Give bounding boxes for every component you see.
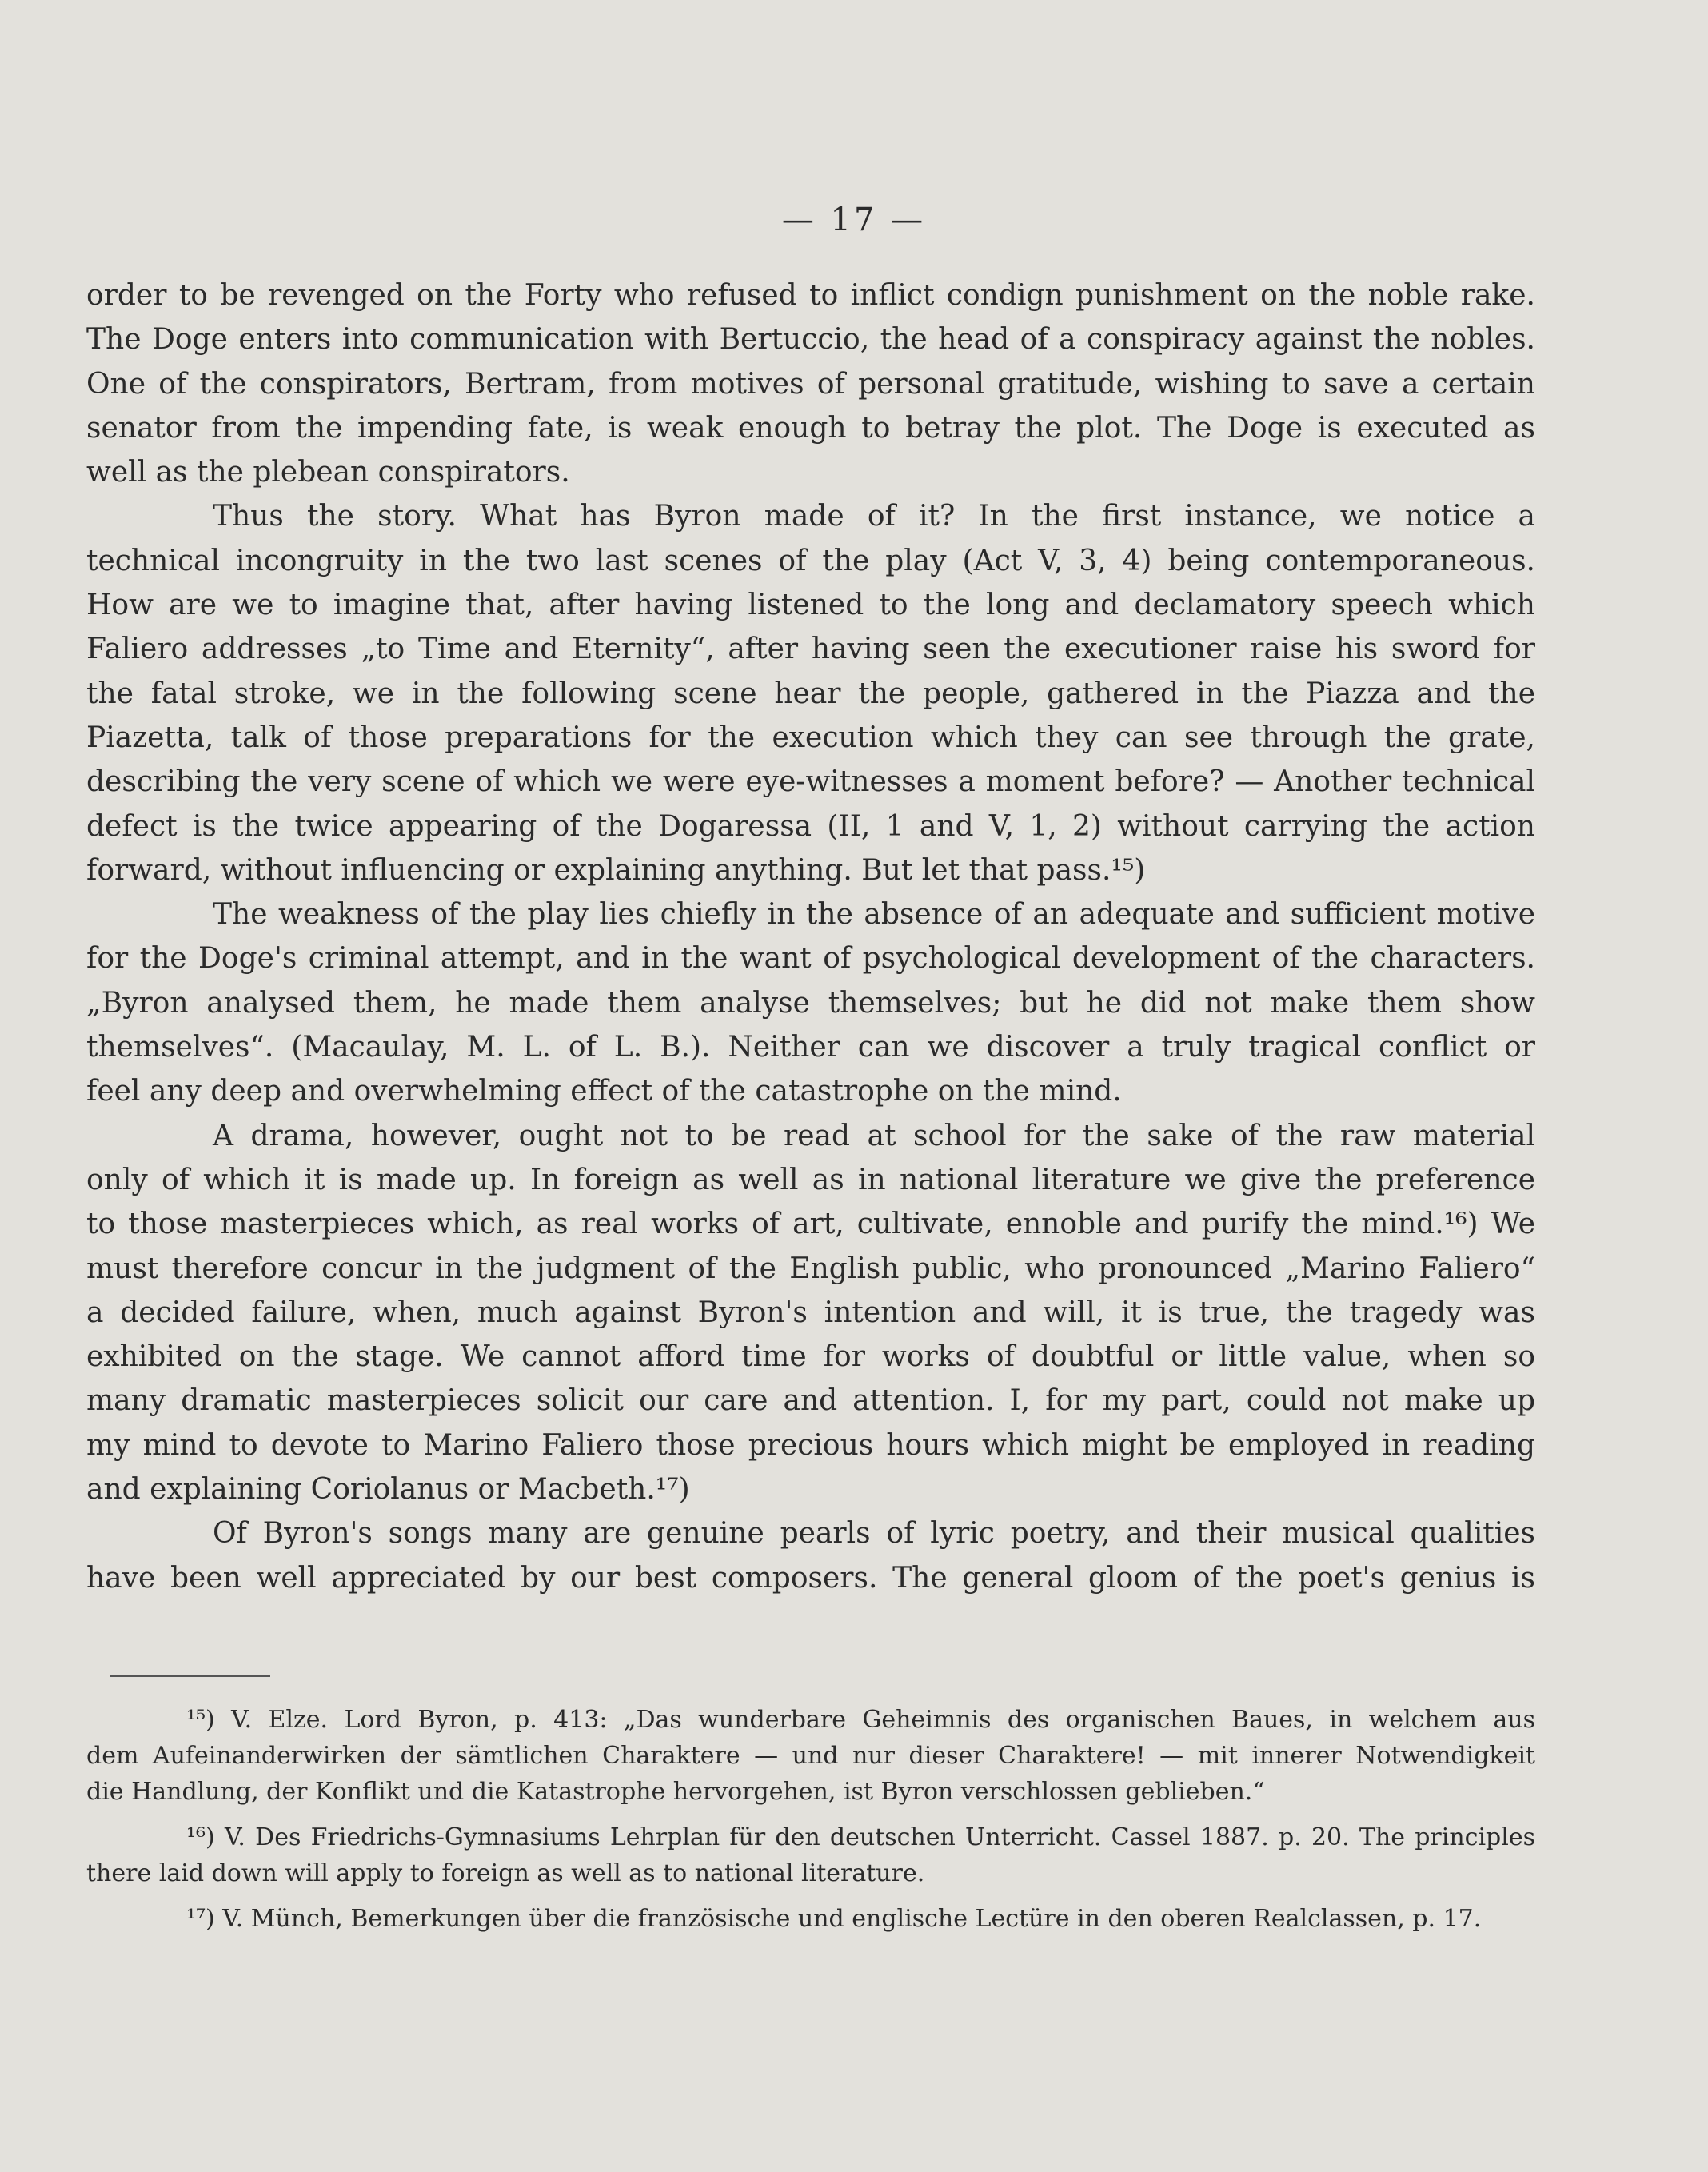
body-line: „Byron analysed them, he made them analyse themselves; but he did not make them show xyxy=(86,986,1535,1020)
body-line: Piazetta, talk of those preparations for the execution which they can see through the grate, xyxy=(86,721,1535,754)
body-line: many dramatic masterpieces solicit our care and attention. I, for my part, could not make up xyxy=(86,1384,1535,1418)
footnote-line: ¹⁷) V. Münch, Bemerkungen über die französische und englische Lectüre in den oberen Realclassen, p. 17. xyxy=(186,1905,1482,1933)
footnote-line: die Handlung, der Konflikt und die Katastrophe hervorgehen, ist Byron verschlossen geblieben.“ xyxy=(86,1778,1265,1806)
body-line: well as the plebean conspirators. xyxy=(86,456,570,489)
body-line: Thus the story. What has Byron made of it? In the first instance, we notice a xyxy=(213,500,1535,533)
body-line: senator from the impending fate, is weak enough to betray the plot. The Doge is executed as xyxy=(86,411,1535,445)
body-line: How are we to imagine that, after having listened to the long and declamatory speech which xyxy=(86,589,1535,622)
page-number: — 17 — xyxy=(781,202,927,238)
body-text xyxy=(86,273,1535,1600)
body-line: and explaining Coriolanus or Macbeth.¹⁷) xyxy=(86,1473,690,1507)
body-line: forward, without influencing or explaining anything. But let that pass.¹⁵) xyxy=(86,853,1146,887)
footnotes xyxy=(86,1702,1535,1937)
body-line: The weakness of the play lies chiefly in the absence of an adequate and sufficient motive xyxy=(213,898,1535,932)
body-line: defect is the twice appearing of the Dogaressa (II, 1 and V, 1, 2) without carrying the action xyxy=(86,809,1535,843)
body-line: have been well appreciated by our best composers. The general gloom of the poet's genius is xyxy=(86,1561,1535,1595)
body-line: themselves“. (Macaulay, M. L. of L. B.). Neither can we discover a truly tragical conflict or xyxy=(86,1031,1535,1064)
footnote-separator xyxy=(110,1675,270,1677)
body-line: Faliero addresses „to Time and Eternity“, after having seen the executioner raise his sword for xyxy=(86,633,1535,666)
body-line: describing the very scene of which we were eye-witnesses a moment before? — Another technical xyxy=(86,765,1535,799)
body-line: Of Byron's songs many are genuine pearls of lyric poetry, and their musical qualities xyxy=(213,1517,1535,1551)
body-line: order to be revenged on the Forty who refused to inflict condign punishment on the noble rake. xyxy=(86,279,1535,312)
body-line: technical incongruity in the two last scenes of the play (Act V, 3, 4) being contemporaneous. xyxy=(86,544,1535,577)
body-line: One of the conspirators, Bertram, from motives of personal gratitude, wishing to save a certain xyxy=(86,367,1535,401)
body-line: a decided failure, when, much against Byron's intention and will, it is true, the tragedy was xyxy=(86,1296,1535,1329)
body-line: A drama, however, ought not to be read at school for the sake of the raw material xyxy=(213,1119,1535,1152)
body-line: to those masterpieces which, as real works of art, cultivate, ennoble and purify the mind.¹⁶) We xyxy=(86,1208,1535,1241)
body-line: exhibited on the stage. We cannot afford time for works of doubtful or little value, when so xyxy=(86,1340,1535,1374)
body-line: my mind to devote to Marino Faliero those precious hours which might be employed in reading xyxy=(86,1428,1535,1462)
body-line: feel any deep and overwhelming effect of the catastrophe on the mind. xyxy=(86,1075,1122,1108)
body-line: the fatal stroke, we in the following scene hear the people, gathered in the Piazza and the xyxy=(86,677,1535,710)
footnote-line: dem Aufeinanderwirken der sämtlichen Charaktere — und nur dieser Charaktere! — mit innerer Notwendigkeit xyxy=(86,1742,1535,1770)
body-line: only of which it is made up. In foreign as well as in national literature we give the preference xyxy=(86,1163,1535,1196)
footnote-line: ¹⁶) V. Des Friedrichs-Gymnasiums Lehrplan für den deutschen Unterricht. Cassel 1887. p. 20. The principles xyxy=(186,1823,1535,1851)
body-line: must therefore concur in the judgment of the English public, who pronounced „Marino Faliero“ xyxy=(86,1252,1535,1285)
body-line: The Doge enters into communication with Bertuccio, the head of a conspiracy against the nobles. xyxy=(86,323,1535,357)
footnote-line: ¹⁵) V. Elze. Lord Byron, p. 413: „Das wunderbare Geheimnis des organischen Baues, in welchem aus xyxy=(186,1706,1535,1734)
body-line: for the Doge's criminal attempt, and in the want of psychological development of the characters. xyxy=(86,942,1535,976)
footnote-line: there laid down will apply to foreign as well as to national literature. xyxy=(86,1859,925,1887)
